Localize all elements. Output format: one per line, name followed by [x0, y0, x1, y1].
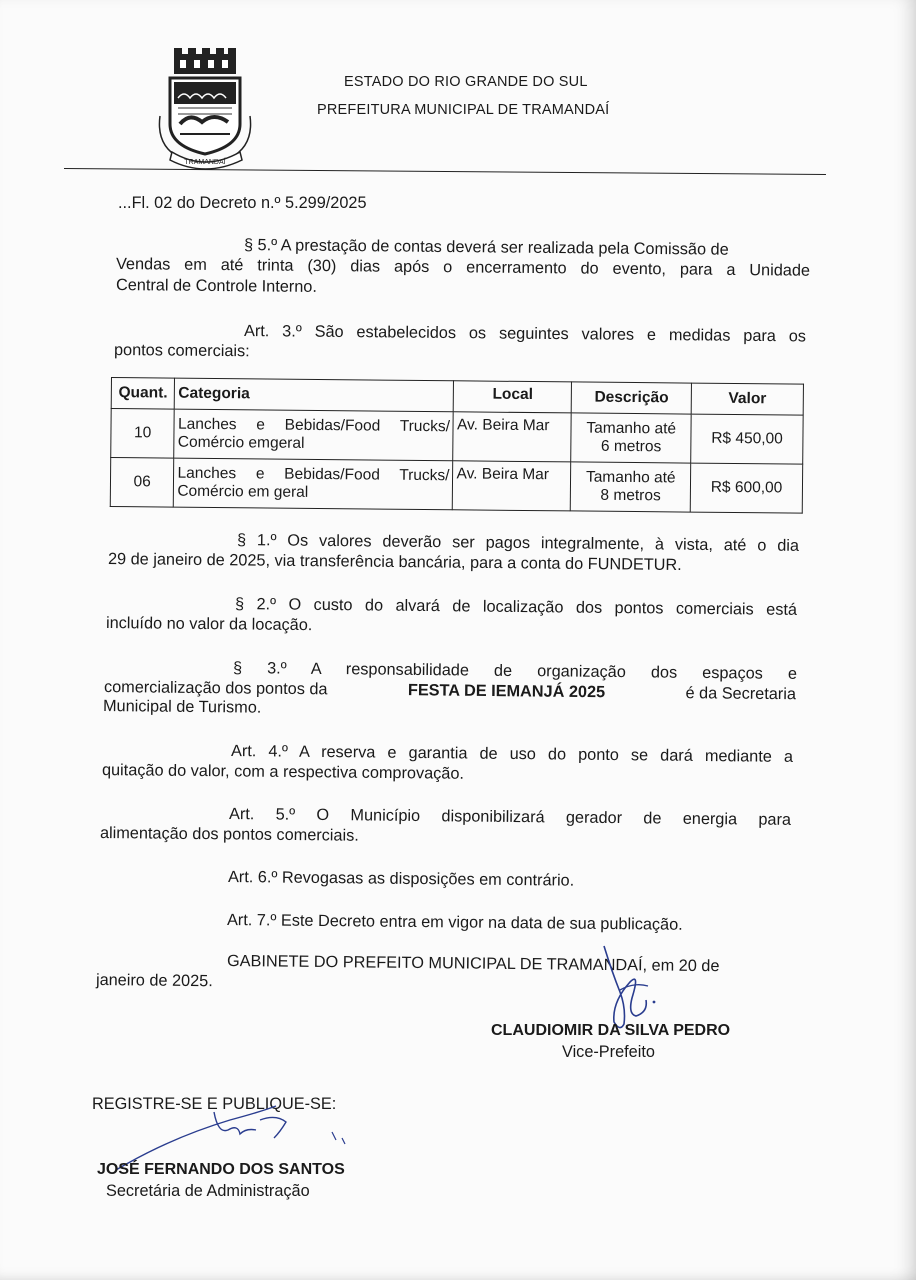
cell-valor: R$ 450,00: [691, 414, 803, 464]
para5-line3: Central de Controle Interno.: [115, 276, 318, 296]
col-header-local: Local: [454, 381, 572, 413]
table-row: [110, 458, 802, 514]
p1-line2: 29 de janeiro de 2025, via transferência bancária, para a conta do FUNDETUR.: [107, 550, 682, 575]
cell-quant: 10: [111, 409, 175, 459]
cell-local: Av. Beira Mar: [453, 461, 571, 511]
header-state: ESTADO DO RIO GRANDE DO SUL: [344, 74, 588, 90]
cell-quant: 06: [110, 458, 174, 508]
art4-line1: Art. 4.º A reserva e garantia de uso do ponto se dará mediante a: [230, 742, 794, 766]
event-name: FESTA DE IEMANJÁ 2025: [407, 681, 606, 702]
art6: Art. 6.º Revogasas as disposições em contrário.: [227, 868, 575, 890]
gabinete-line1: GABINETE DO PREFEITO MUNICIPAL DE TRAMANDAÍ, em 20 de: [226, 952, 720, 976]
cell-valor: R$ 600,00: [690, 463, 802, 513]
art3-line2: pontos comerciais:: [113, 341, 250, 361]
p3-line3: Municipal de Turismo.: [102, 697, 262, 717]
col-header-valor: Valor: [691, 383, 803, 415]
para5-line2: Vendas em até trinta (30) dias após o encerramento do evento, para a Unidade: [115, 255, 811, 280]
svg-text:TRAMANDAÍ: TRAMANDAÍ: [184, 159, 226, 166]
cell-descricao: Tamanho até 8 metros: [571, 462, 691, 512]
pricing-table: [110, 377, 804, 514]
cell-categoria: Lanches e Bebidas/Food Trucks/ Comércio emgeral: [174, 409, 453, 461]
secretary-role: Secretária de Administração: [106, 1182, 310, 1200]
cell-descricao: Tamanho até 6 metros: [571, 413, 691, 463]
p2-line2: incluído no valor da locação.: [105, 614, 313, 635]
col-header-categoria: Categoria: [175, 378, 454, 412]
cell-local: Av. Beira Mar: [453, 412, 571, 462]
header-prefeitura: PREFEITURA MUNICIPAL DE TRAMANDAÍ: [317, 102, 610, 118]
art7: Art. 7.º Este Decreto entra em vigor na data de sua publicação.: [226, 911, 683, 934]
registre-publique: REGISTRE-SE E PUBLIQUE-SE:: [92, 1095, 337, 1113]
table-row: [111, 409, 803, 465]
p1-line1: § 1.º Os valores deverão ser pagos integralmente, à vista, até o dia: [236, 531, 800, 555]
para5-line1: § 5.º A prestação de contas deverá ser realizada pela Comissão de: [243, 236, 729, 259]
art3-line1: Art. 3.º São estabelecidos os seguintes valores e medidas para os: [243, 322, 807, 346]
municipal-crest-logo: [150, 46, 260, 174]
gabinete-line2: janeiro de 2025.: [95, 971, 213, 991]
cell-categoria: Lanches e Bebidas/Food Trucks/ Comércio em geral: [174, 458, 453, 510]
col-header-descricao: Descrição: [571, 382, 691, 414]
p3-line1: § 3.º A responsabilidade de organização dos espaços e: [232, 659, 798, 683]
signer-name: CLAUDIOMIR DA SILVA PEDRO: [491, 1022, 731, 1039]
art5-line2: alimentação dos pontos comerciais.: [99, 824, 359, 845]
secretary-name: JOSÉ FERNANDO DOS SANTOS: [97, 1161, 345, 1178]
p3-line2: comercialização dos pontos da FESTA DE IEMANJÁ 2025 é da Secretaria: [103, 678, 797, 704]
col-header-quant: Quant.: [111, 378, 175, 410]
art5-line1: Art. 5.º O Município disponibilizará gerador de energia para: [228, 805, 792, 829]
p2-line1: § 2.º O custo do alvará de localização dos pontos comerciais está: [234, 595, 798, 619]
folio-reference: ...Fl. 02 do Decreto n.º 5.299/2025: [118, 194, 367, 212]
signer-role: Vice-Prefeito: [562, 1043, 655, 1061]
art4-line2: quitação do valor, com a respectiva comprovação.: [101, 761, 465, 783]
